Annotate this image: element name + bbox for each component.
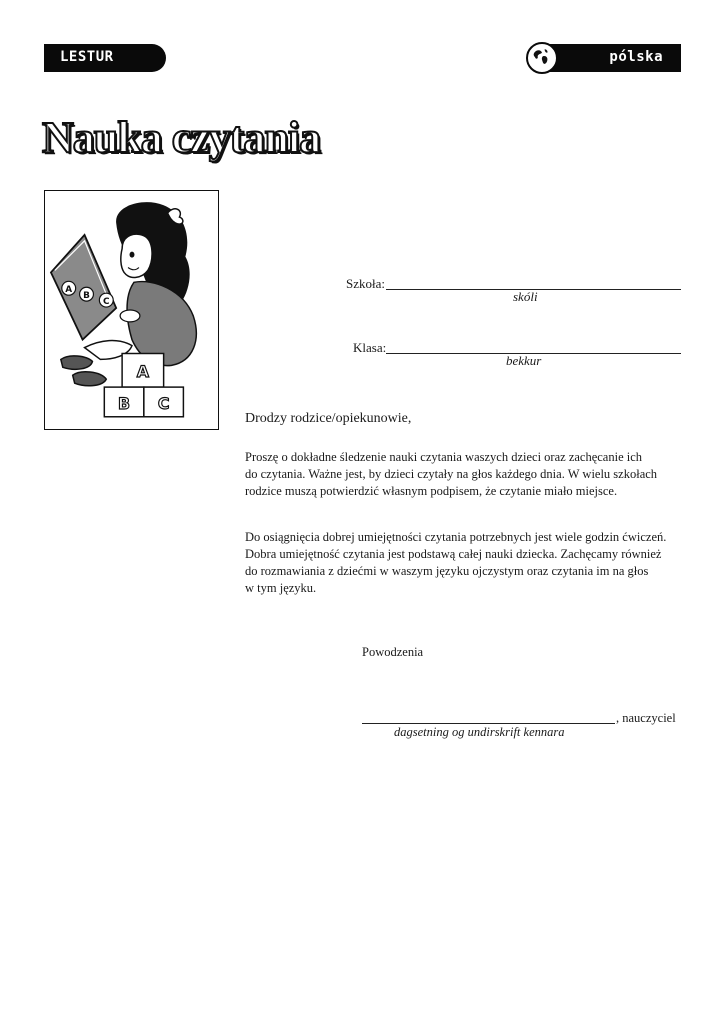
paragraph-1 [245, 449, 685, 500]
closing: Powodzenia [362, 645, 424, 659]
class-label: Klasa: [353, 340, 387, 355]
paragraph-1-line: Proszę o dokładne śledzenie nauki czytania waszych dzieci oraz zachęcanie ich [245, 450, 643, 464]
school-label: Szkoła: [346, 276, 385, 291]
header-tag-left [44, 44, 166, 72]
header-tag-left-label: LESTUR [60, 49, 114, 65]
paragraph-1-line: rodzice muszą potwierdzić własnym podpisem, że czytanie miało miejsce. [245, 484, 618, 498]
globe-icon [526, 42, 558, 74]
paragraph-2-line: Dobra umiejętność czytania jest podstawą całej nauki dziecka. Zachęcamy również [245, 547, 662, 561]
paragraph-2-line: w tym języku. [245, 581, 317, 595]
signature-translation: dagsetning og undirskrift kennara [394, 725, 565, 739]
header-tag-right [540, 44, 681, 72]
reading-girl-illustration [44, 190, 219, 430]
salutation: Drodzy rodzice/opiekunowie, [245, 411, 412, 426]
header-tag-right-label: pólska [609, 49, 663, 65]
paragraph-2-line: Do osiągnięcia dobrej umiejętności czytania potrzebnych jest wiele godzin ćwiczeń. [245, 530, 667, 544]
page-title: Nauka czytania [42, 113, 321, 162]
block-letter-b: B [118, 393, 131, 413]
book-letter-c: C [103, 297, 110, 308]
block-letter-c: C [157, 393, 170, 413]
block-letter-a: A [136, 362, 149, 382]
book-letter-a: A [65, 285, 73, 296]
book-letter-b: B [83, 291, 90, 302]
paragraph-2-line: do rozmawiania z dziećmi w waszym języku ojczystym oraz czytania im na głos [245, 564, 649, 578]
school-translation: skóli [513, 289, 538, 304]
class-translation: bekkur [506, 353, 542, 368]
signature-line[interactable] [362, 723, 615, 724]
paragraph-2 [245, 529, 685, 597]
signature-role: , nauczyciel [616, 711, 676, 725]
paragraph-1-line: do czytania. Ważne jest, by dzieci czytały na głos każdego dnia. W wielu szkołach [245, 467, 658, 481]
